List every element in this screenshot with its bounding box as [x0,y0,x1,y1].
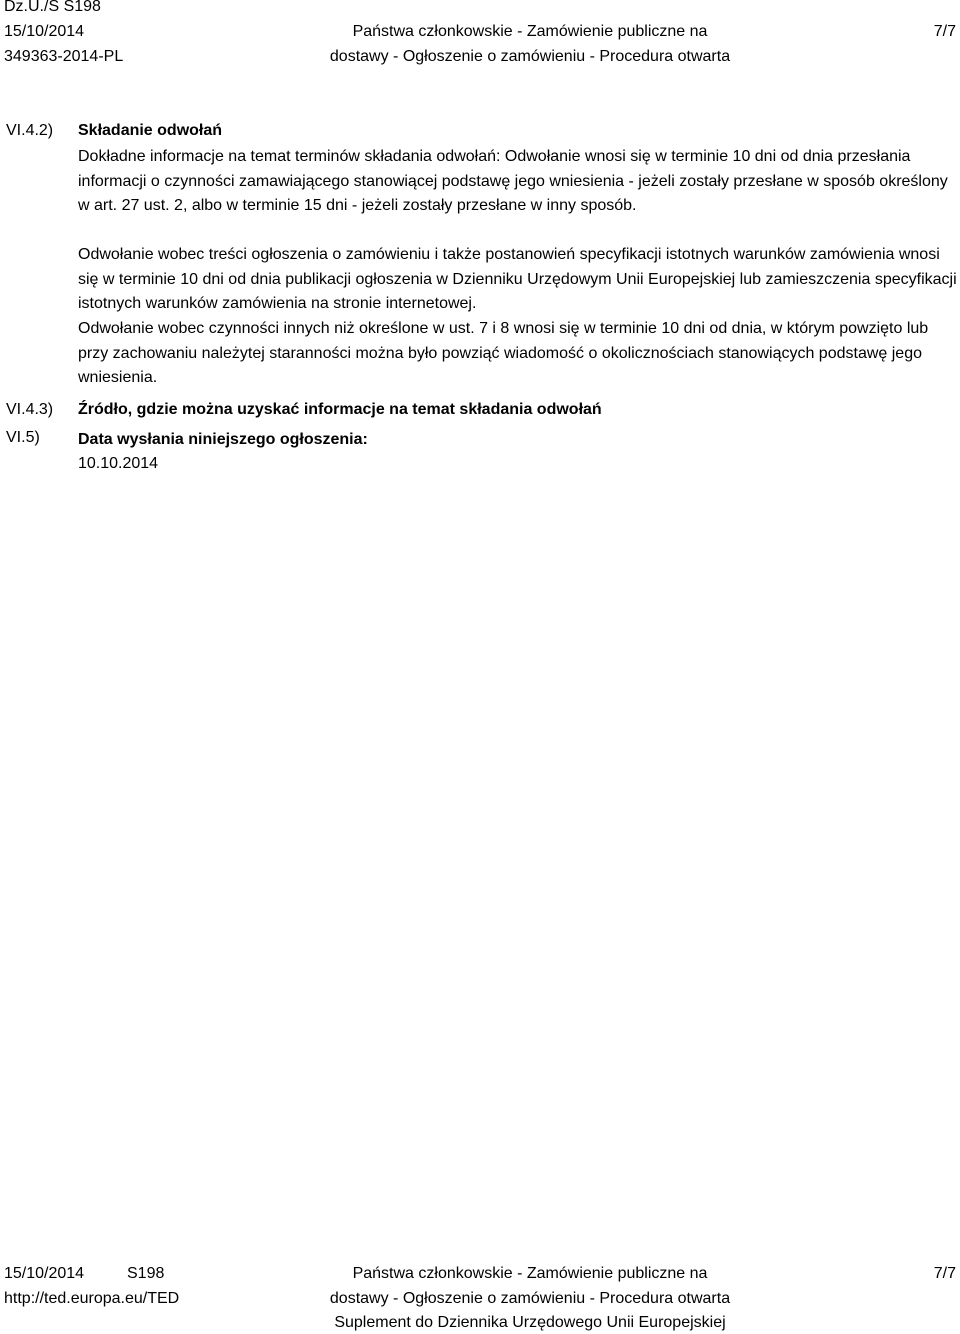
section-heading-dispatch-date: Data wysłania niniejszego ogłoszenia: [78,431,368,448]
dispatch-date-value: 10.10.2014 [78,455,159,472]
footer-date: 15/10/2014 [4,1265,85,1282]
appeals-notice-paragraph: Odwołanie wobec treści ogłoszenia o zamówieniu i także postanowień specyfikacji istotnych warunków zamówienia wnosi się w terminie 10 dni od dnia publikacji ogłoszenia w Dzienniku Urzędowym Unii Europejskiej lub zamieszczenia specyfikacji istotnych warunków zamówienia na stronie internetowej. [78,246,957,312]
header-date: 15/10/2014 [4,23,85,40]
section-number-vi-4-3: VI.4.3) [6,401,54,418]
header-title-line2: dostawy - Ogłoszenie o zamówieniu - Procedura otwarta [329,48,731,65]
footer-page-number: 7/7 [933,1265,956,1282]
footer-url: http://ted.europa.eu/TED [4,1290,180,1307]
section-number-vi-5: VI.5) [6,429,40,446]
footer-title-line2: dostawy - Ogłoszenie o zamówieniu - Procedura otwarta [329,1290,731,1307]
section-number-vi-4-2: VI.4.2) [6,122,54,139]
footer-title-line1: Państwa członkowskie - Zamówienie publiczne na [352,1265,708,1282]
footer-issue: S198 [127,1265,165,1282]
section-heading-appeals: Składanie odwołań [78,122,223,139]
header-title-line1: Państwa członkowskie - Zamówienie publiczne na [352,23,708,40]
header-journal: Dz.U./S S198 [4,0,101,15]
header-doc-id: 349363-2014-PL [4,48,124,65]
header-page-number: 7/7 [933,23,956,40]
appeals-other-actions-paragraph: Odwołanie wobec czynności innych niż określone w ust. 7 i 8 wnosi się w terminie 10 dni od dnia, w którym powzięto lub przy zachowaniu należytej staranności można było powziąć wiadomość o okolicznościach stanowiących podstawę jego wniesienia. [78,320,929,386]
section-heading-appeals-info-source: Źródło, gdzie można uzyskać informacje na temat składania odwołań [78,401,602,418]
appeals-deadlines-paragraph: Dokładne informacje na temat terminów składania odwołań: Odwołanie wnosi się w terminie 10 dni od dnia przesłania informacji o czynności zamawiającego stanowiącej podstawę jego wniesienia - jeżeli zostały przesłane w sposób określony w art. 27 ust. 2, albo w terminie 15 dni - jeżeli zostały przesłane w inny sposób. [78,148,948,214]
footer-title-line3: Suplement do Dziennika Urzędowego Unii Europejskiej [334,1314,726,1331]
